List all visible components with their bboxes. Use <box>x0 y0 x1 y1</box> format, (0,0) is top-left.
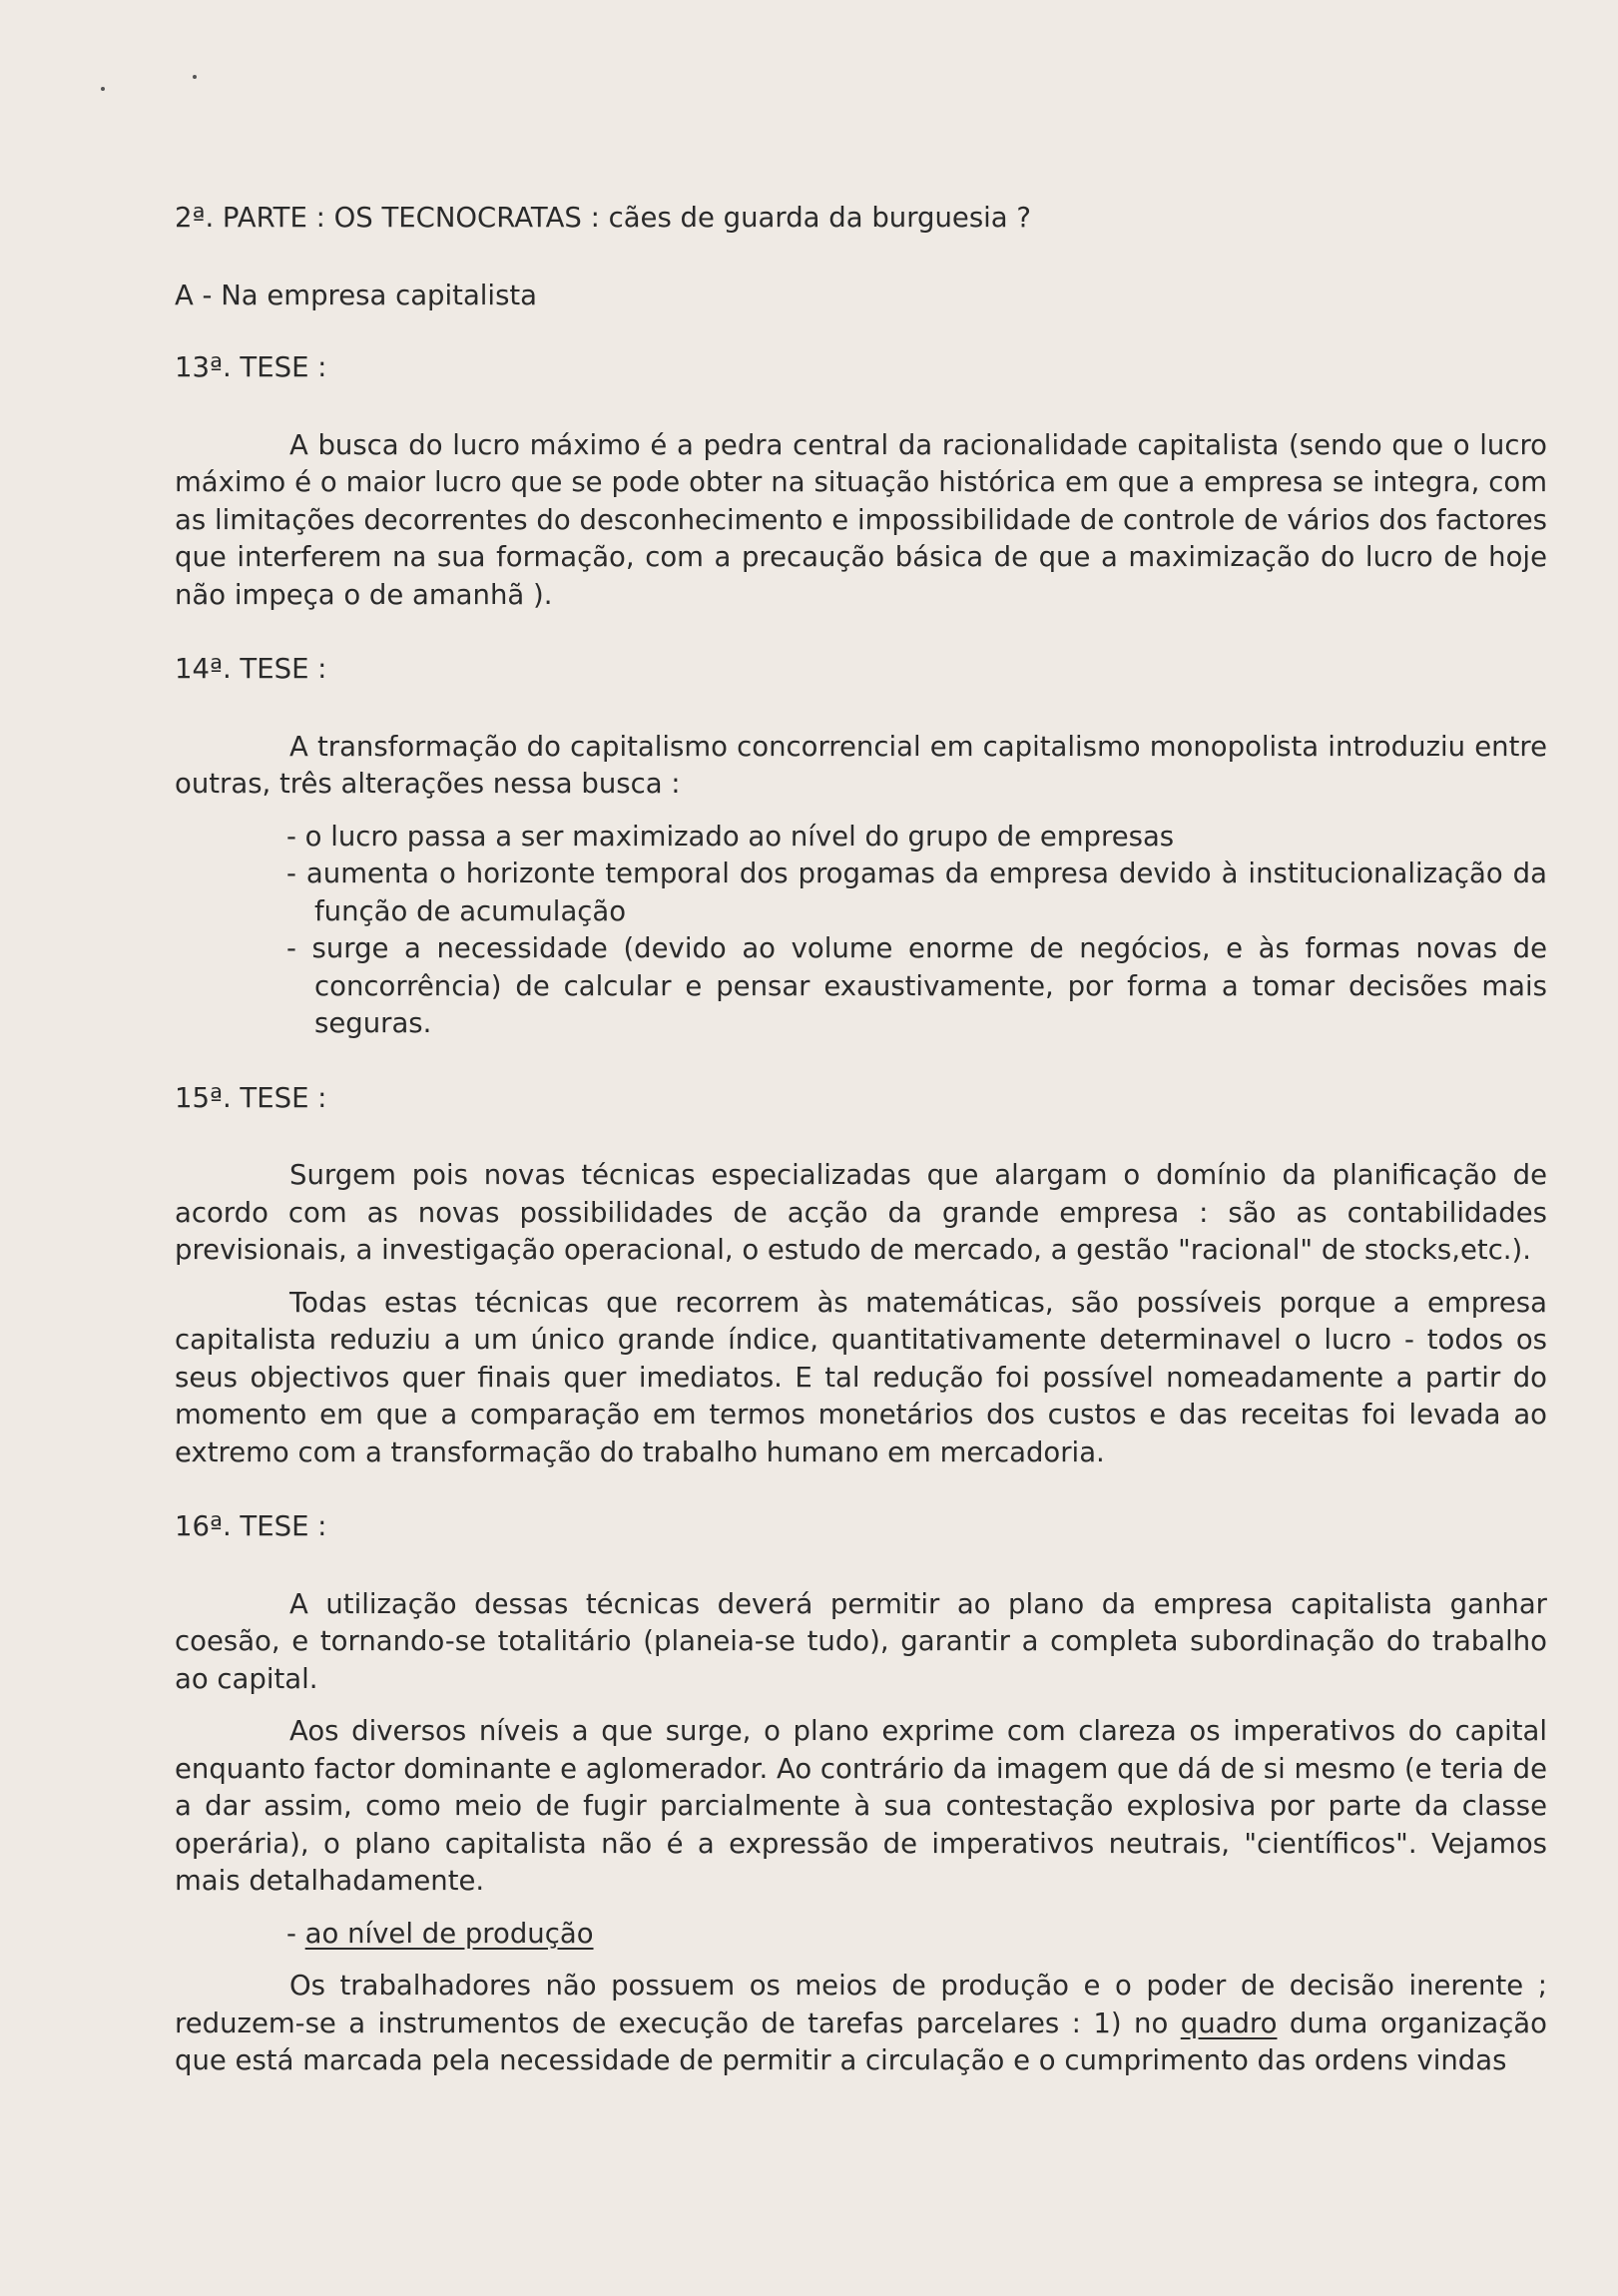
thesis-15-title: 15ª. TESE : <box>175 1081 327 1114</box>
scan-speck <box>101 87 105 91</box>
underlined-word: quadro <box>1180 2007 1278 2039</box>
thesis-15-paragraph-2: Todas estas técnicas que recorrem às matemáticas, são possíveis porque a empresa capitalista reduziu a um único grande índice, quantitativamente determinavel o lucro - todos os seus objectivos quer finais quer imediatos. E tal redução foi possível nomeadamente a partir do momento em que a comparação em termos monetários dos custos e das receitas foi levada ao extremo com a transformação do trabalho humano em mercadoria. <box>175 1286 1547 1468</box>
thesis-16-paragraph-3 <box>175 1968 1547 2080</box>
level-heading <box>286 1916 1547 1954</box>
thesis-16-paragraph-2: Aos diversos níveis a que surge, o plano exprime com clareza os imperativos do capital enquanto factor dominante e aglomerador. Ao contrário da imagem que dá de si mesmo (e teria de a dar assim, como meio de fugir parcialmente à sua contestação explosiva por parte da classe operária), o plano capitalista não é a expressão de imperativos neutrais, "científicos". Vejamos mais detalhadamente. <box>175 1715 1547 1897</box>
list-item: - aumenta o horizonte temporal dos progamas da empresa devido à institucionalização da função de acumulação <box>286 858 1547 927</box>
thesis-16-paragraph-1: A utilização dessas técnicas deverá permitir ao plano da empresa capitalista ganhar coesão, e tornando-se totalitário (planeia-se tudo), garantir a completa subordinação do trabalho ao capital. <box>175 1587 1547 1695</box>
thesis-13-title: 13ª. TESE : <box>175 351 327 383</box>
document-page <box>175 200 1547 2095</box>
list-item: - o lucro passa a ser maximizado ao nível do grupo de empresas <box>286 820 1175 853</box>
thesis-14-paragraph: A transformação do capitalismo concorrencial em capitalismo monopolista introduziu entre outras, três alterações nessa busca : <box>175 730 1547 800</box>
list-item: - surge a necessidade (devido ao volume enorme de negócios, e às formas novas de concorrência) de calcular e pensar exaustivamente, por forma a tomar decisões mais seguras. <box>286 932 1547 1039</box>
level-label: ao nível de produção <box>304 1917 594 1950</box>
thesis-16-title: 16ª. TESE : <box>175 1510 327 1542</box>
thesis-15-paragraph-1: Surgem pois novas técnicas especializadas que alargam o domínio da planificação de acordo com as novas possibilidades de acção da grande empresa : são as contabilidades previsionais, a investigação operacional, o estudo de mercado, a gestão "racional" de stocks,etc.). <box>175 1159 1547 1266</box>
level-dash: - <box>286 1917 305 1950</box>
paragraph-text: Os trabalhadores não possuem os meios de produção e o poder de decisão inerente ; reduzem-se a instrumentos de execução de tarefas parcelares : 1) no <box>175 1970 1547 2039</box>
scan-speck <box>193 75 197 79</box>
section-heading: A - Na empresa capitalista <box>175 279 538 311</box>
paragraph-text: duma organização que está marcada pela necessidade de permitir a circulação e o cumprimento das ordens vindas <box>175 2007 1547 2076</box>
thesis-14-title: 14ª. TESE : <box>175 653 327 685</box>
part-heading: 2ª. PARTE : OS TECNOCRATAS : cães de guarda da burguesia ? <box>175 202 1031 234</box>
thesis-14-list <box>175 819 1547 1043</box>
thesis-13-paragraph: A busca do lucro máximo é a pedra central da racionalidade capitalista (sendo que o lucro máximo é o maior lucro que se pode obter na situação histórica em que a empresa se integra, com as limitações decorrentes do desconhecimento e impossibilidade de controle de vários dos factores que interferem na sua formação, com a precaução básica de que a maximização do lucro de hoje não impeça o de amanhã ). <box>175 428 1547 611</box>
